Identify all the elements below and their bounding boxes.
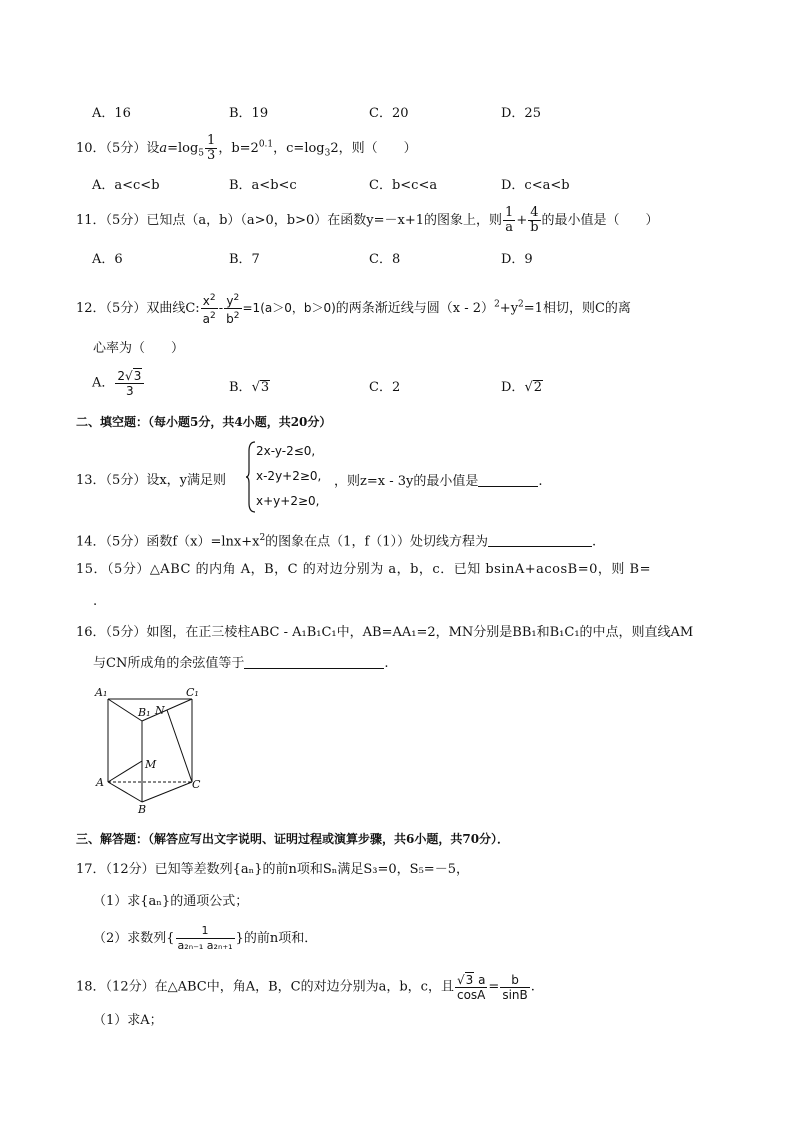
q10-prefix: 10．（5分）设 <box>76 141 160 156</box>
q12-opt-a-coef: 2 <box>117 369 126 383</box>
question-18 <box>76 972 535 1002</box>
q12-line-2: 心率为（ ） <box>93 341 185 356</box>
label-n: N <box>155 704 165 717</box>
q12-opt-b-label: B． <box>229 380 252 395</box>
q11-option-c: C．8 <box>369 252 401 267</box>
q17-p2-pre: （2）求数列{ <box>93 931 175 946</box>
q12-b: b <box>226 312 234 326</box>
q13-ineq-3: x+y+2≥0, <box>256 494 320 508</box>
q12-post2: +y <box>499 301 519 316</box>
q12-sq2: 2 <box>518 299 524 310</box>
q16-line-1: 16．（5分）如图，在正三棱柱ABC - A₁B₁C₁中，AB=AA₁=2，MN分别是BB₁和B₁C₁的中点，则直线AM <box>76 625 694 640</box>
q17-fraction <box>176 924 235 953</box>
q12-y: y <box>226 294 234 308</box>
q11-plus: + <box>516 213 528 228</box>
q12-x-exp: 2 <box>209 293 216 303</box>
q11-f2-den: b <box>530 220 539 235</box>
q9-option-b: B．19 <box>229 106 269 121</box>
q10-option-d: D．c<a<b <box>501 178 570 193</box>
q12-opt-a-label: A． <box>92 375 115 391</box>
q12-frac-x <box>201 291 218 326</box>
label-c: C <box>192 778 201 791</box>
q10-b-part: ，b=2 <box>218 141 259 156</box>
q10-log-base-a: 5 <box>198 148 205 159</box>
q15-line-1: 15．（5分）△ABC 的内角 A，B，C 的对边分别为 a，b，c．已知 bsinA+acosB=0，则 B= <box>76 562 651 577</box>
q10-var-a: a <box>159 141 168 156</box>
q12-minus: - <box>218 301 224 316</box>
q11-f1-num: 1 <box>505 205 514 220</box>
segment-am <box>108 761 142 782</box>
q14-exp: 2 <box>259 533 266 543</box>
q13-tail <box>334 472 543 491</box>
q18-part-1: （1）求A； <box>93 1013 163 1028</box>
q10-c-tail: 2，则（ ） <box>330 141 417 156</box>
q18-fraction-1: $\frac{√3 a}{\cos A}$ <box>456 973 486 1002</box>
question-14 <box>76 529 596 551</box>
q17-part-1: （1）求{aₙ}的通项公式； <box>93 894 249 909</box>
q11-fraction-2 <box>528 206 540 235</box>
q13-end: . <box>538 474 543 489</box>
question-10 <box>76 134 417 163</box>
q12-option-a <box>92 368 145 398</box>
q10-c-part: ，c=log <box>273 141 325 156</box>
label-b: B <box>138 803 147 816</box>
q13-ineq-1: 2x-y-2≤0, <box>256 444 316 458</box>
q11-f1-den: a <box>505 220 514 235</box>
q11-option-b: B．7 <box>229 252 260 267</box>
q11-f2-num: 4 <box>528 206 540 221</box>
q17-frac-num: 1 <box>176 924 235 939</box>
question-11 <box>76 206 659 235</box>
q14-post: 的图象在点（1，f（1））处切线方程为 <box>265 534 489 550</box>
q10-frac-den: 3 <box>207 148 216 163</box>
q10-option-b: B．a<b<c <box>229 178 297 193</box>
q12-opt-d-label: D． <box>501 380 525 395</box>
q11-option-d: D．9 <box>501 252 533 267</box>
q18-f2-num: b <box>500 973 529 988</box>
q16-end: . <box>384 656 389 671</box>
q10-option-a: A．a<c<b <box>92 178 160 193</box>
q13-ineq-2: x-2y+2≥0, <box>256 469 322 483</box>
q12-condition: =1(a＞0，b＞0) <box>242 301 336 315</box>
q12-opt-a-den: 3 <box>126 384 134 398</box>
q12-opt-d-rad: 2 <box>533 380 543 395</box>
label-b1: B₁ <box>138 706 151 719</box>
q18-f1-tail: a <box>474 973 486 987</box>
q12-option-b: B．√3 <box>229 380 270 395</box>
label-a1: A₁ <box>95 686 108 699</box>
q14-end: . <box>592 534 597 550</box>
q11-option-a: A．6 <box>92 252 123 267</box>
q17-line-1: 17．（12分）已知等差数列{aₙ}的前n项和Sₙ满足S₃=0，S₅=－5， <box>76 862 469 877</box>
q12-post: 的两条渐近线与圆（x - 2） <box>335 301 495 316</box>
q13-prefix: 13．（5分）设x，y满足则 <box>76 473 226 488</box>
q18-fraction-2 <box>500 973 529 1002</box>
q15-line-2: . <box>93 594 98 609</box>
q11-post: 的最小值是（ ） <box>541 213 659 228</box>
q12-a: a <box>202 312 210 326</box>
q12-sq: 2 <box>494 299 500 310</box>
q17-part-2 <box>93 924 317 953</box>
q12-b-exp: 2 <box>233 311 240 321</box>
q12-option-c: C．2 <box>369 380 401 395</box>
q10-log-a: =log <box>167 141 199 156</box>
q12-x: x <box>202 294 210 308</box>
q13-post: ，则z=x - 3y的最小值是 <box>334 474 479 489</box>
q12-a-exp: 2 <box>210 311 216 321</box>
q10-option-c: C．b<c<a <box>369 178 438 193</box>
section-3-heading: 三、解答题：（解答应写出文字说明、证明过程或演算步骤，共6小题，共70分）． <box>76 832 510 846</box>
q18-f1-den: cosA <box>456 988 486 1002</box>
q10-b-exp: 0.1 <box>258 139 274 150</box>
q17-frac-den: a₂ₙ₋₁ a₂ₙ₊₁ <box>177 939 233 952</box>
q18-end: . <box>530 979 535 995</box>
q11-fraction-1 <box>503 206 515 235</box>
q14-answer-blank[interactable] <box>488 532 592 547</box>
q10-fraction <box>205 134 217 163</box>
q18-eq: = <box>488 979 500 995</box>
q10-frac-num: 1 <box>207 133 216 148</box>
q17-p2-post: }的前n项和． <box>235 931 318 946</box>
label-c1: C₁ <box>186 686 199 699</box>
q12-prefix: 12．（5分）双曲线C: <box>76 301 200 316</box>
q11-text: 11．（5分）已知点（a，b）（a>0，b>0）在函数y=－x+1的图象上，则 <box>76 213 503 228</box>
edge-a1b1 <box>108 699 142 721</box>
q13-answer-blank[interactable] <box>478 472 538 487</box>
q12-y-exp: 2 <box>233 293 240 303</box>
q9-option-c: C．20 <box>369 106 409 121</box>
q14-pre: 14．（5分）函数f（x）=lnx+x <box>76 534 260 550</box>
segment-cn <box>167 710 192 782</box>
q9-option-d: D．25 <box>501 106 541 121</box>
question-12 <box>76 291 631 326</box>
q12-post3: =1相切，则C的离 <box>523 301 631 316</box>
q12-opt-a-rad: 3 <box>133 369 142 383</box>
q18-f1-rad: 3 <box>465 973 474 987</box>
label-a: A <box>96 776 104 789</box>
q18-f2-den: sinB <box>502 987 528 1002</box>
q16-line-2 <box>93 654 388 673</box>
q13-brace <box>246 441 256 513</box>
q16-answer-blank[interactable] <box>244 654 384 669</box>
q18-pre: 18．（12分）在△ABC中，角A，B，C的对边分别为a，b，c，且 <box>76 979 454 995</box>
q9-option-a: A．16 <box>92 106 131 121</box>
edge-bc <box>142 782 192 802</box>
q16-text: 与CN所成角的余弦值等于 <box>93 656 245 671</box>
q12-opt-b-rad: 3 <box>260 380 270 395</box>
q10-c-base: 3 <box>324 148 331 159</box>
section-2-heading: 二、填空题：（每小题5分，共4小题，共20分） <box>76 415 332 429</box>
prism-figure <box>92 684 212 816</box>
q12-frac-y <box>224 291 241 326</box>
q12-option-d: D．√2 <box>501 380 543 395</box>
edge-ab <box>108 782 142 802</box>
label-m: M <box>145 758 157 771</box>
q12-opt-a-frac: $\frac{2√3}{3}$ <box>115 368 144 398</box>
